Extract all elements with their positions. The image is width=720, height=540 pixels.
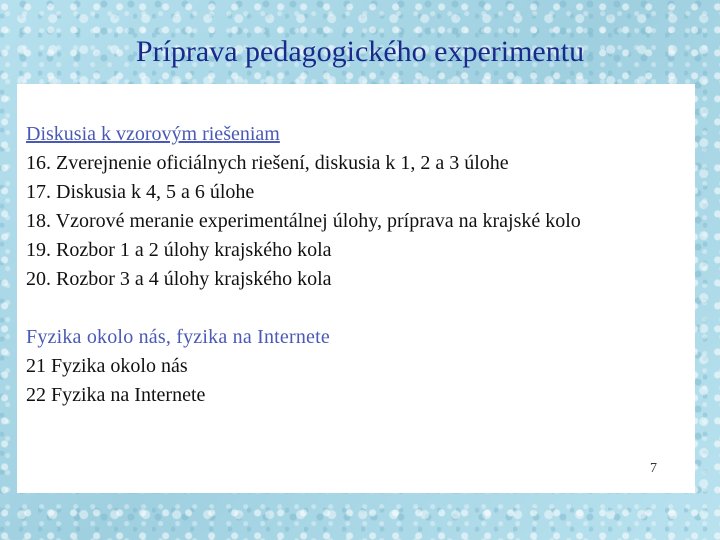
list-item: 18. Vzorové meranie experimentálnej úlohy, príprava na krajské kolo: [26, 210, 581, 232]
page-number: 7: [650, 461, 657, 476]
list-item: 20. Rozbor 3 a 4 úlohy krajského kola: [26, 268, 332, 290]
slide-title: Príprava pedagogického experimentu: [135, 35, 585, 68]
section-heading-physics: Fyzika okolo nás, fyzika na Internete: [26, 326, 330, 348]
list-item: 19. Rozbor 1 a 2 úlohy krajského kola: [26, 239, 332, 261]
list-item: 17. Diskusia k 4, 5 a 6 úlohe: [26, 181, 255, 203]
list-item: 21 Fyzika okolo nás: [26, 355, 188, 377]
section-heading-discussion: Diskusia k vzorovým riešeniam: [26, 123, 280, 145]
content-box: [17, 84, 695, 493]
list-item: 22 Fyzika na Internete: [26, 384, 206, 406]
list-item: 16. Zverejnenie oficiálnych riešení, diskusia k 1, 2 a 3 úlohe: [26, 152, 509, 174]
section-spacer: [26, 294, 685, 323]
